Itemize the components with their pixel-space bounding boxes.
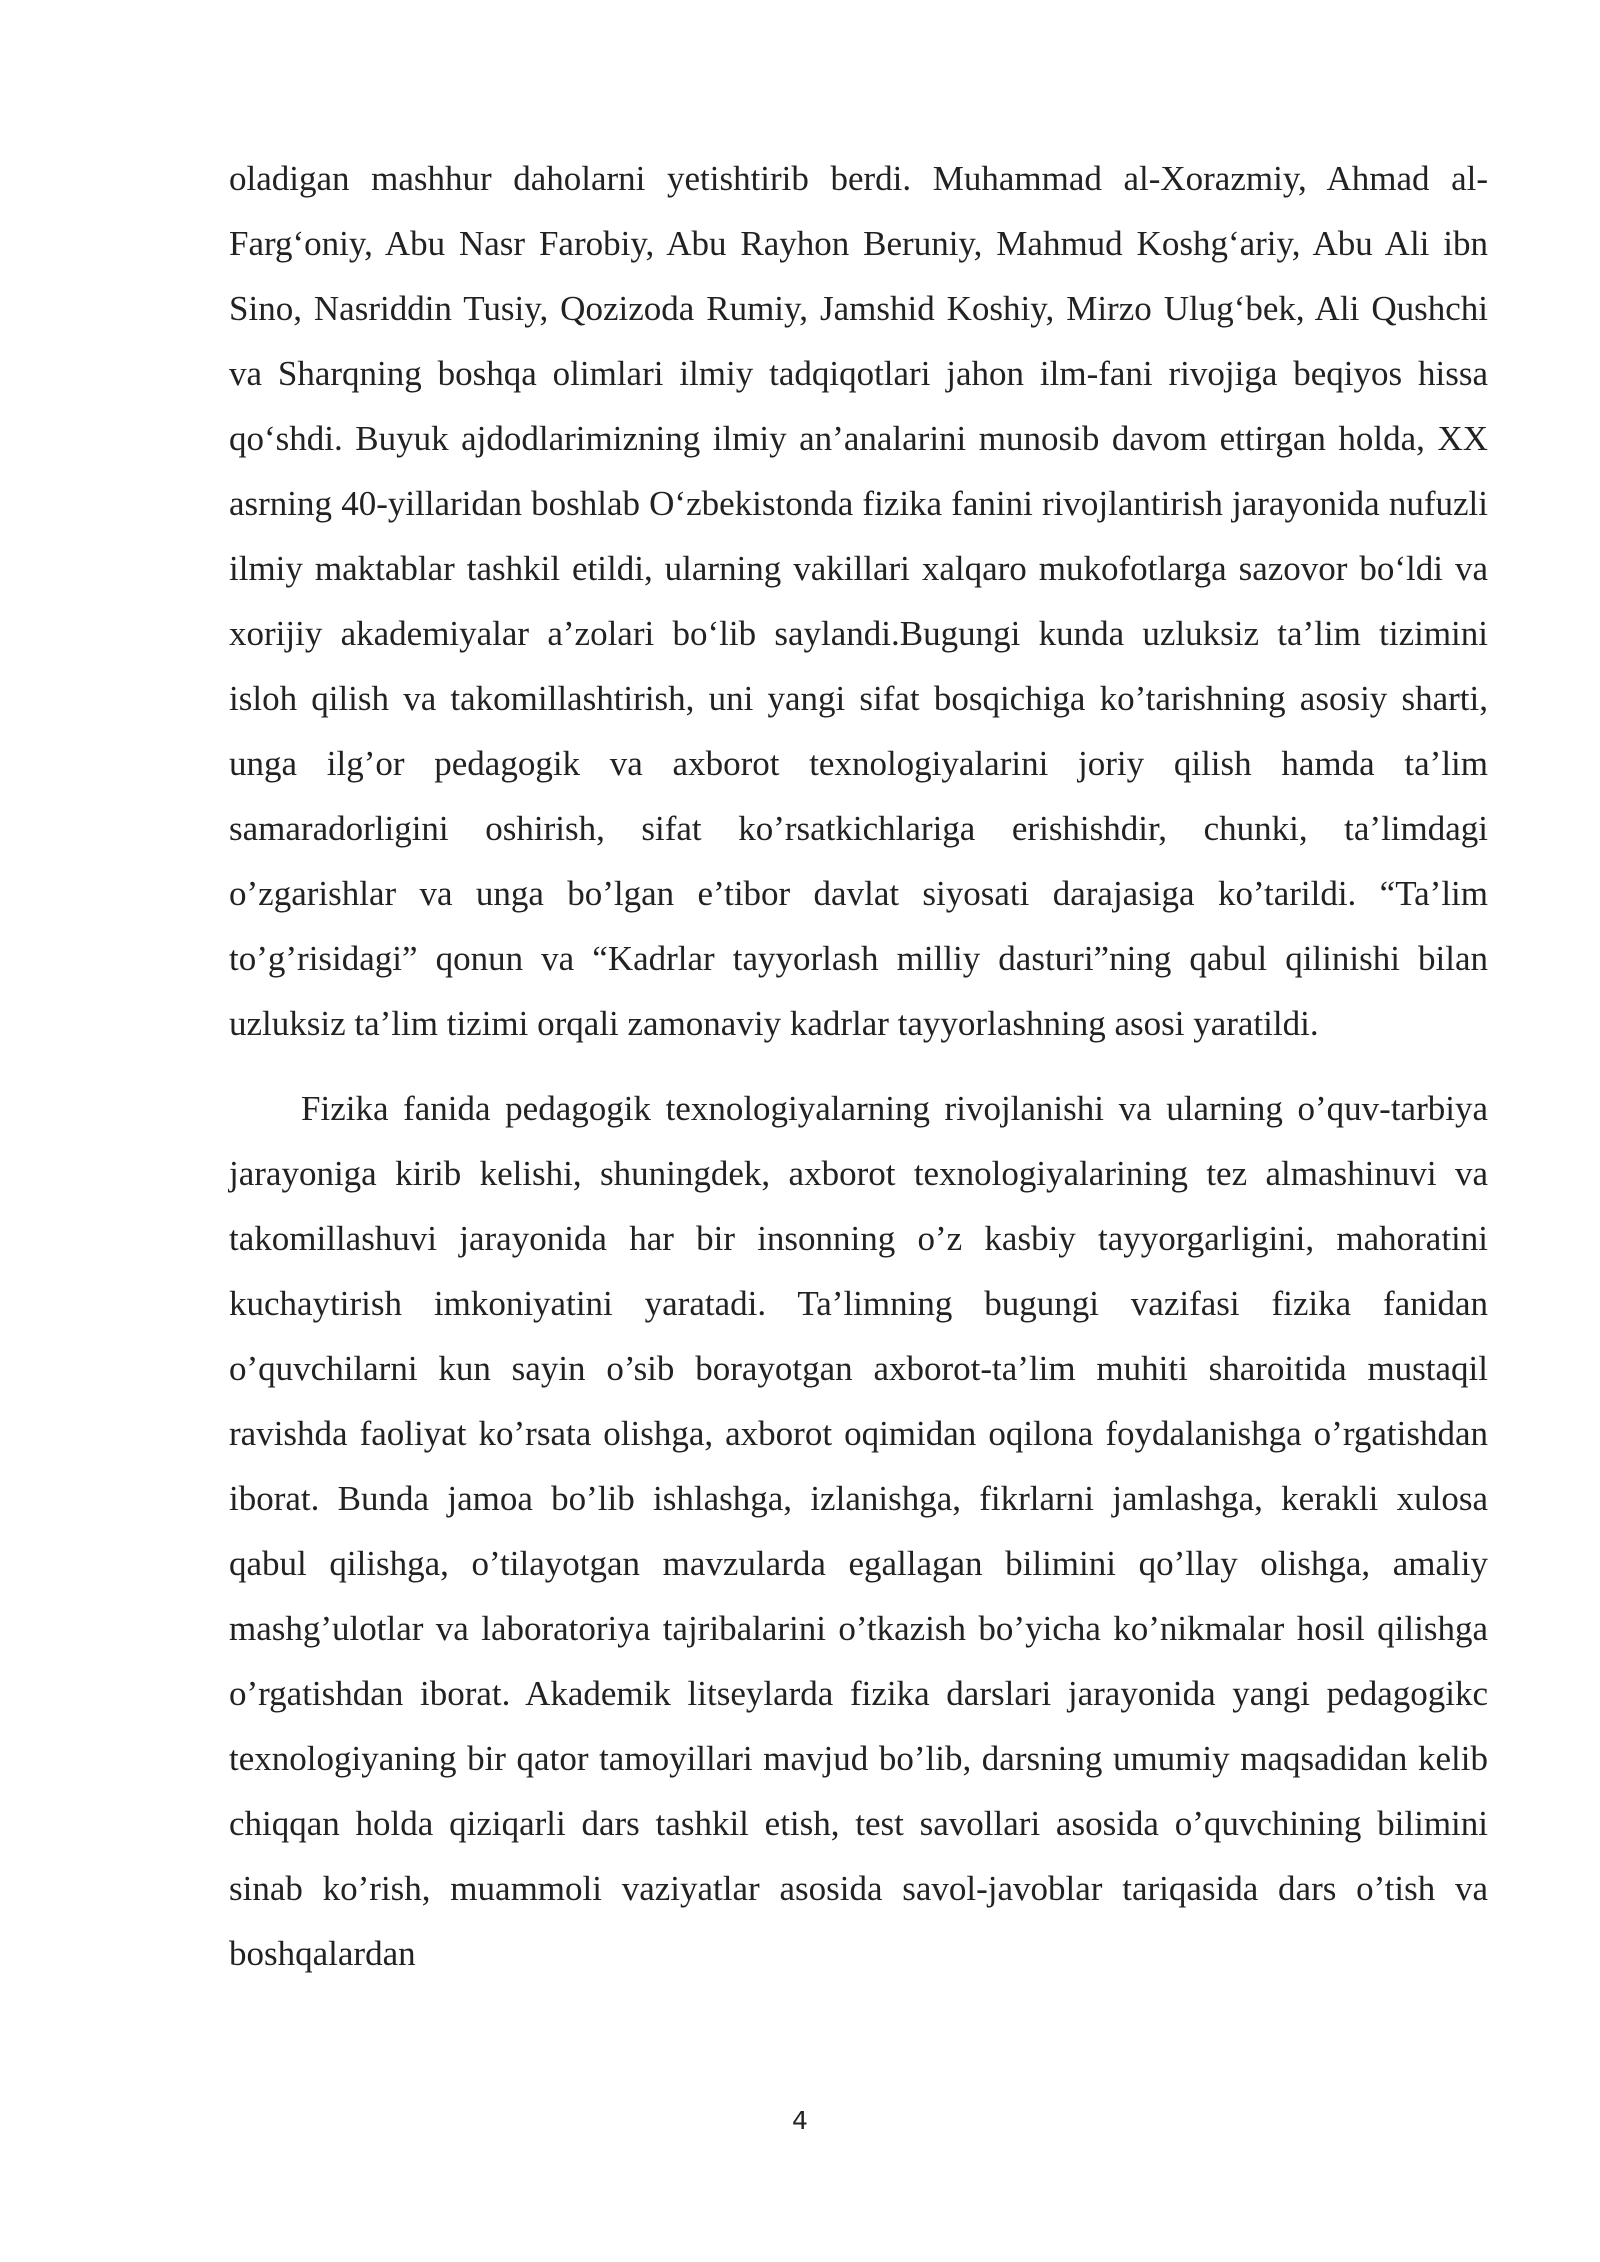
paragraph-2: Fizika fanida pedagogik texnologiyalarning rivojlanishi va ularning o’quv-tarbiya jarayoniga kirib kelishi, shuningdek, axborot texnologiyalarining tez almashinuvi va takomillashuvi jarayonida har bir insonning o’z kasbiy tayyorgarligini, mahoratini kuchaytirish imkoniyatini yaratadi. Ta’limning bugungi vazifasi fizika fanidan o’quvchilarni kun sayin o’sib borayotgan axborot-ta’lim muhiti sharoitida mustaqil ravishda faoliyat ko’rsata olishga, axborot oqimidan oqilona foydalanishga o’rgatishdan iborat. Bunda jamoa bo’lib ishlashga, izlanishga, fikrlarni jamlashga, kerakli xulosa qabul qilishga, o’tilayotgan mavzularda egallagan bilimini qo’llay olishga, amaliy mashg’ulotlar va laboratoriya tajribalarini o’tkazish bo’yicha ko’nikmalar hosil qilishga o’rgatishdan iborat. Akademik litseylarda fizika darslari jarayonida yangi pedagogikc texnologiyaning bir qator tamoyillari mavjud bo’lib, darsning umumiy maqsadidan kelib chiqqan holda qiziqarli dars tashkil etish, test savollari asosida o’quvchining bilimini sinab ko’rish, muammoli vaziyatlar asosida savol-javoblar tariqasida dars o’tish va boshqalardan: [229, 1089, 1488, 1973]
paragraph-1: oladigan mashhur daholarni yetishtirib berdi. Muhammad al-Xorazmiy, Ahmad al-Farg‘oniy, Abu Nasr Farobiy, Abu Rayhon Beruniy, Mahmud Koshg‘ariy, Abu Ali ibn Sino, Nasriddin Tusiy, Qozizoda Rumiy, Jamshid Koshiy, Mirzo Ulug‘bek, Ali Qushchi va Sharqning boshqa olimlari ilmiy tadqiqotlari jahon ilm-fani rivojiga beqiyos hissa qo‘shdi. Buyuk ajdodlarimizning ilmiy an’analarini munosib davom ettirgan holda, XX asrning 40-yillaridan boshlab O‘zbekistonda fizika fanini rivojlantirish jarayonida nufuzli ilmiy maktablar tashkil etildi, ularning vakillari xalqaro mukofotlarga sazovor bo‘ldi va xorijiy akademiyalar a’zolari bo‘lib saylandi.Bugungi kunda uzluksiz ta’lim tizimini isloh qilish va takomillashtirish, uni yangi sifat bosqichiga ko’tarishning asosiy sharti, unga ilg’or pedagogik va axborot texnologiyalarini joriy qilish hamda ta’lim samaradorligini oshirish, sifat ko’rsatkichlariga erishishdir, chunki, ta’limdagi o’zgarishlar va unga bo’lgan e’tibor davlat siyosati darajasiga ko’tarildi. “Ta’lim to’g’risidagi” qonun va “Kadrlar tayyorlash milliy dasturi”ning qabul qilinishi bilan uzluksiz ta’lim tizimi orqali zamonaviy kadrlar tayyorlashning asosi yaratildi.: [229, 159, 1488, 1043]
body-text: [229, 146, 1488, 1986]
page-number: 4: [792, 2106, 808, 2135]
